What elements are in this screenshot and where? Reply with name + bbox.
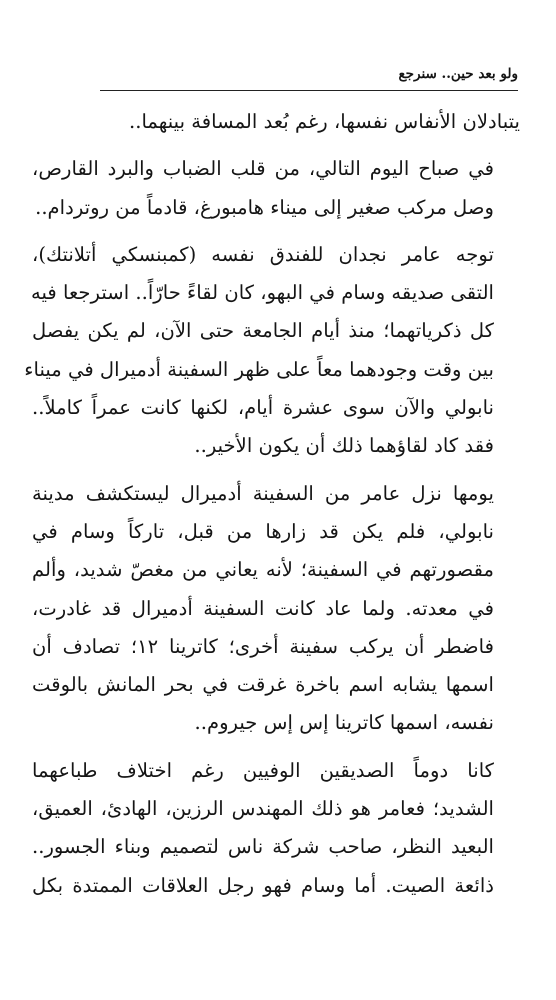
text-line: فاضطر أن يركب سفينة أخرى؛ كاترينا ١٢؛ تصادف أن — [32, 634, 494, 658]
running-title: ولو بعد حين.. سنرجع — [398, 66, 518, 82]
paragraph-2 — [32, 150, 520, 227]
text-line: الشديد؛ فعامر هو ذلك المهندس الرزين، الهادئ، العميق، — [32, 797, 494, 821]
body-text — [24, 103, 520, 905]
text-line: في صباح اليوم التالي، من قلب الضباب والبرد القارص، — [32, 157, 494, 181]
text-line: كانا دوماً الصديقين الوفيين رغم اختلاف طباعهما — [32, 758, 494, 782]
text-line: ذائعة الصيت. أما وسام فهو رجل العلاقات الممتدة بكل — [32, 873, 494, 897]
text-line: التقى صديقه وسام في البهو، كان لقاءً حارّاً.. استرجعا فيه — [31, 281, 494, 305]
text-line: نابولي والآن سوى عشرة أيام، لكنها كانت عمراً كاملاً.. — [32, 396, 494, 420]
text-line: يومها نزل عامر من السفينة أدميرال ليستكشف مدينة — [32, 481, 494, 505]
text-line: مقصورتهم في السفينة؛ لأنه يعاني من مغصّ شديد، وألم — [32, 558, 494, 582]
text-line: في معدته. ولما عاد كانت السفينة أدميرال قد غادرت، — [32, 596, 494, 620]
text-line: اسمها يشابه اسم باخرة غرقت في بحر المانش بالوقت — [32, 673, 494, 697]
paragraph-3 — [24, 236, 520, 466]
text-line: نابولي، فلم يكن قد زارها من قبل، تاركاً وسام في — [32, 519, 494, 543]
running-header — [100, 64, 518, 91]
text-line: وصل مركب صغير إلى ميناء هامبورغ، قادماً من روتردام.. — [35, 195, 494, 219]
paragraph-4 — [32, 475, 520, 743]
paragraph-1 — [32, 103, 520, 141]
text-line: توجه عامر نجدان للفندق نفسه (كمبنسكي أتلانتك)، — [32, 242, 494, 266]
text-line: فقد كاد لقاؤهما ذلك أن يكون الأخير.. — [194, 434, 494, 458]
paragraph-5 — [32, 752, 520, 905]
text-line: نفسه، اسمها كاترينا إس إس جيروم.. — [194, 711, 494, 735]
text-line: يتبادلان الأنفاس نفسها، رغم بُعد المسافة بينهما.. — [128, 110, 520, 133]
text-line: كل ذكرياتهما؛ منذ أيام الجامعة حتى الآن، لم يكن يفصل — [32, 319, 494, 343]
text-line: البعيد النظر، صاحب شركة ناس لتصميم وبناء الجسور.. — [32, 835, 494, 859]
text-line: بين وقت وجودهما معاً على ظهر السفينة أدميرال في ميناء — [24, 357, 494, 381]
